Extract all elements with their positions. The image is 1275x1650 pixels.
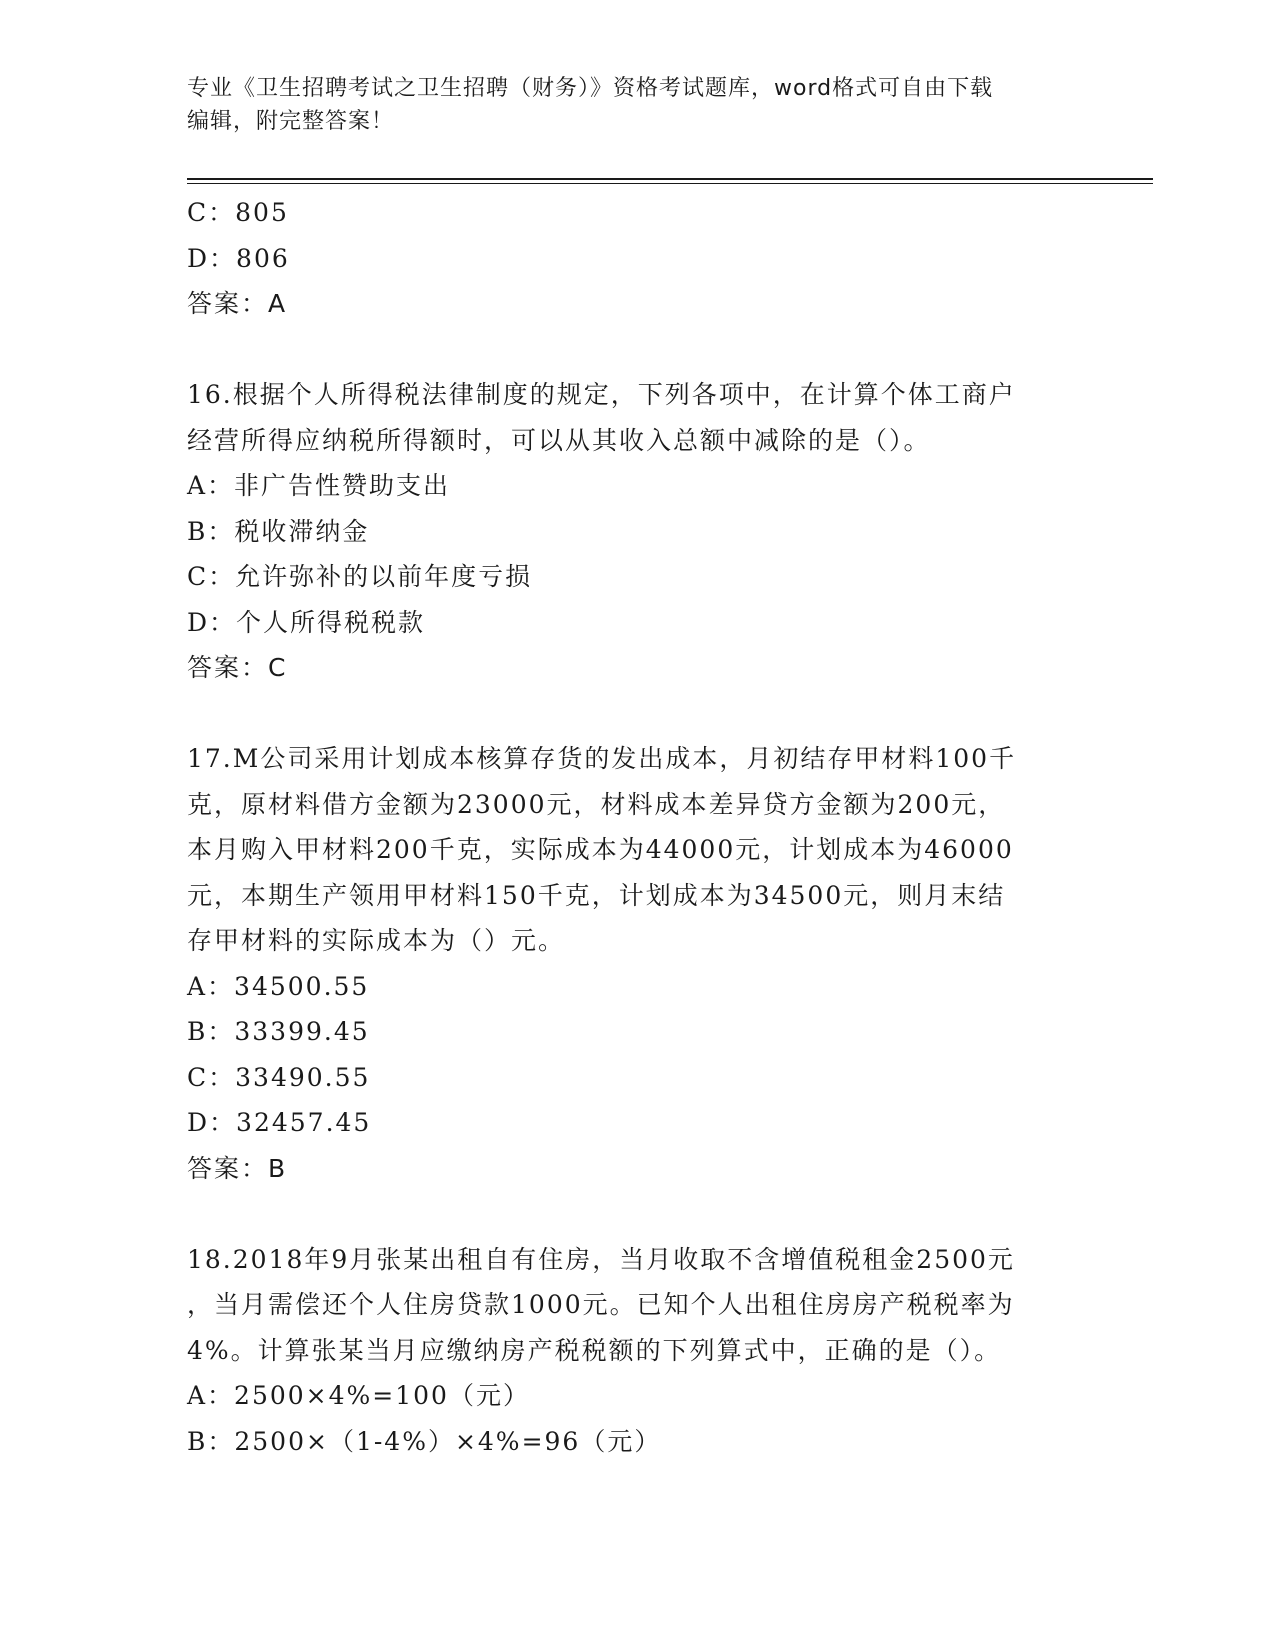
header-line-2: 编辑，附完整答案！ [187, 109, 395, 134]
option-d: D：个人所得税税款 [187, 607, 426, 637]
question-stem-line: 元，本期生产领用甲材料150千克，计划成本为34500元，则月末结 [187, 880, 1006, 910]
question-15 [187, 190, 1087, 327]
option-b: B：33399.45 [187, 1017, 370, 1046]
option-b: B：税收滞纳金 [187, 516, 370, 546]
question-spacer [187, 691, 1087, 737]
option-c: C：805 [187, 198, 289, 227]
option-b: B：2500×（1-4%）×4%=96（元） [187, 1426, 662, 1456]
header-line-1: 专业《卫生招聘考试之卫生招聘（财务）》资格考试题库，word格式可自由下载 [187, 76, 994, 101]
question-stem-line: 克，原材料借方金额为23000元，材料成本差异贷方金额为200元， [187, 789, 1006, 819]
question-16 [187, 372, 1087, 691]
question-stem-line: 经营所得应纳税所得额时，可以从其收入总额中减除的是（）。 [187, 425, 931, 455]
question-stem-line: 17.M公司采用计划成本核算存货的发出成本，月初结存甲材料100千 [187, 744, 1017, 773]
question-stem-line: 16.根据个人所得税法律制度的规定，下列各项中，在计算个体工商户 [187, 380, 1016, 409]
header-divider-thick [187, 178, 1153, 180]
option-a: A：非广告性赞助支出 [187, 471, 451, 500]
question-stem-line: 存甲材料的实际成本为（）元。 [187, 926, 566, 955]
answer-line: 答案：B [187, 1153, 288, 1183]
option-c: C：33490.55 [187, 1062, 371, 1092]
question-spacer [187, 327, 1087, 373]
option-a: A：34500.55 [187, 971, 370, 1001]
document-header [187, 72, 1087, 138]
question-list [187, 190, 1087, 1464]
answer-line: 答案：C [187, 653, 288, 682]
option-a: A：2500×4%=100（元） [187, 1381, 530, 1410]
question-stem-line: 4%。计算张某当月应缴纳房产税税额的下列算式中，正确的是（）。 [187, 1335, 1002, 1365]
question-18 [187, 1237, 1087, 1465]
question-stem-line: 18.2018年9月张某出租自有住房，当月收取不含增值税租金2500元 [187, 1244, 1015, 1274]
answer-line: 答案：A [187, 289, 288, 318]
option-d: D：32457.45 [187, 1108, 372, 1137]
question-spacer [187, 1191, 1087, 1237]
option-d: D：806 [187, 243, 290, 273]
option-c: C：允许弥补的以前年度亏损 [187, 562, 533, 591]
question-stem-line: 本月购入甲材料200千克，实际成本为44000元，计划成本为46000 [187, 835, 1014, 864]
header-divider-thin [187, 183, 1153, 184]
question-17 [187, 736, 1087, 1191]
question-stem-line: ，当月需偿还个人住房贷款1000元。已知个人出租住房房产税税率为 [187, 1290, 1015, 1319]
